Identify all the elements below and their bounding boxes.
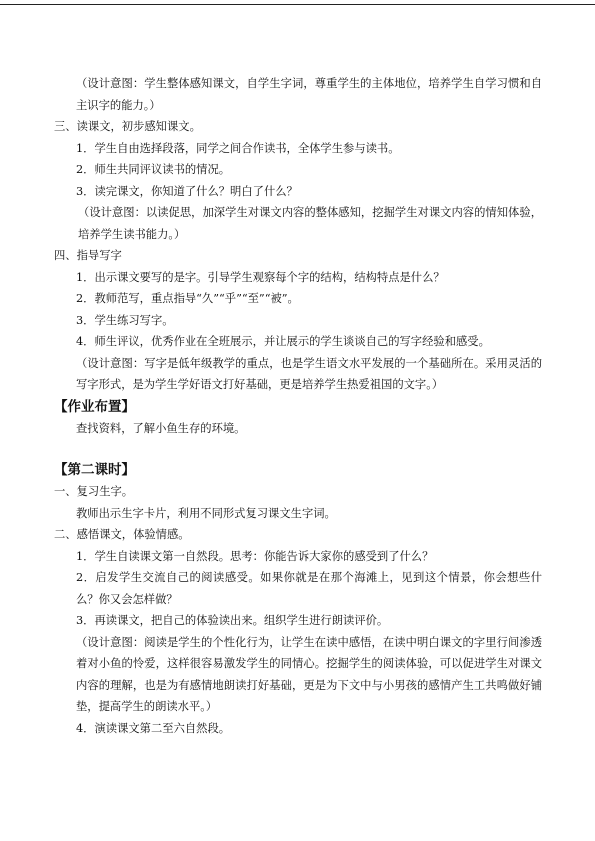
homework-text: 查找资料，了解小鱼生存的环境。: [76, 421, 246, 435]
document-page: [54, 73, 542, 739]
list-item: 4．师生评议，优秀作业在全班展示，并让展示的学生谈谈自己的写字经验和感受。: [76, 335, 490, 348]
list-item: 1．出示课文要写的是字。引导学生观察每个字的结构，结构特点是什么？: [76, 270, 445, 284]
section-heading: 一、复习生字。: [54, 485, 134, 498]
design-intent-paragraph: （设计意图：学生整体感知课文，自学生字词，尊重学生的主体地位，培养学生自学习惯和自主识字的能力。）: [76, 77, 542, 112]
section-heading: 四、指导写字: [54, 249, 122, 262]
design-intent-paragraph: （设计意图：以读促思，加深学生对课文内容的整体感知，挖掘学生对课文内容的情知体验，培养学生读书能力。）: [78, 206, 542, 241]
list-item: 3．读完课文，你知道了什么？明白了什么？: [76, 184, 298, 198]
list-item: 3．学生练习写字。: [76, 313, 174, 327]
list-item: 2．教师范写，重点指导“久”“乎”“至”“被”。: [76, 292, 299, 305]
list-item: 2．师生共同评议读书的情况。: [76, 163, 231, 176]
list-item: 1．学生自读课文第一自然段。思考：你能告诉大家你的感受到了什么？: [76, 549, 434, 563]
header-rule: [0, 4, 595, 5]
paragraph: 教师出示生字卡片，利用不同形式复习课文生字词。: [76, 506, 336, 520]
design-intent-paragraph: （设计意图：写字是低年级教学的重点，也是学生语文水平发展的一个基础所在。采用灵活的写字形式，是为学生学好语文打好基础，更是培养学生热爱祖国的文字。）: [76, 356, 542, 391]
section-heading: 三、读课文，初步感知课文。: [54, 120, 201, 133]
design-intent-paragraph: （设计意图：阅读是学生的个性化行为，让学生在读中感悟，在读中明白课文的字里行间渗透着对小鱼的怜爱，这样很容易激发学生的同情心。挖掘学生的阅读体验，可以促进学生对课文内容的理解，也是为有感情地朗读打好基础，更是为下文中与小男孩的感情产生工共鸣做好铺垫，提高学生的朗读水平。）: [76, 635, 542, 713]
list-item: 1．学生自由选择段落，同学之间合作读书，全体学生参与读书。: [76, 141, 400, 155]
section-heading: 二、感悟课文，体验情感。: [54, 528, 190, 541]
lesson-two-heading: 【第二课时】: [54, 462, 135, 478]
list-item: 2．启发学生交流自己的阅读感受。如果你就是在那个海滩上，见到这个情景，你会想些什么？你又会怎样做？: [76, 571, 542, 606]
list-item: 4．演读课文第二至六自然段。: [76, 721, 231, 735]
homework-heading: 【作业布置】: [54, 398, 135, 415]
list-item: 3．再读课文，把自己的体验读出来。组织学生进行朗读评价。: [76, 614, 389, 627]
